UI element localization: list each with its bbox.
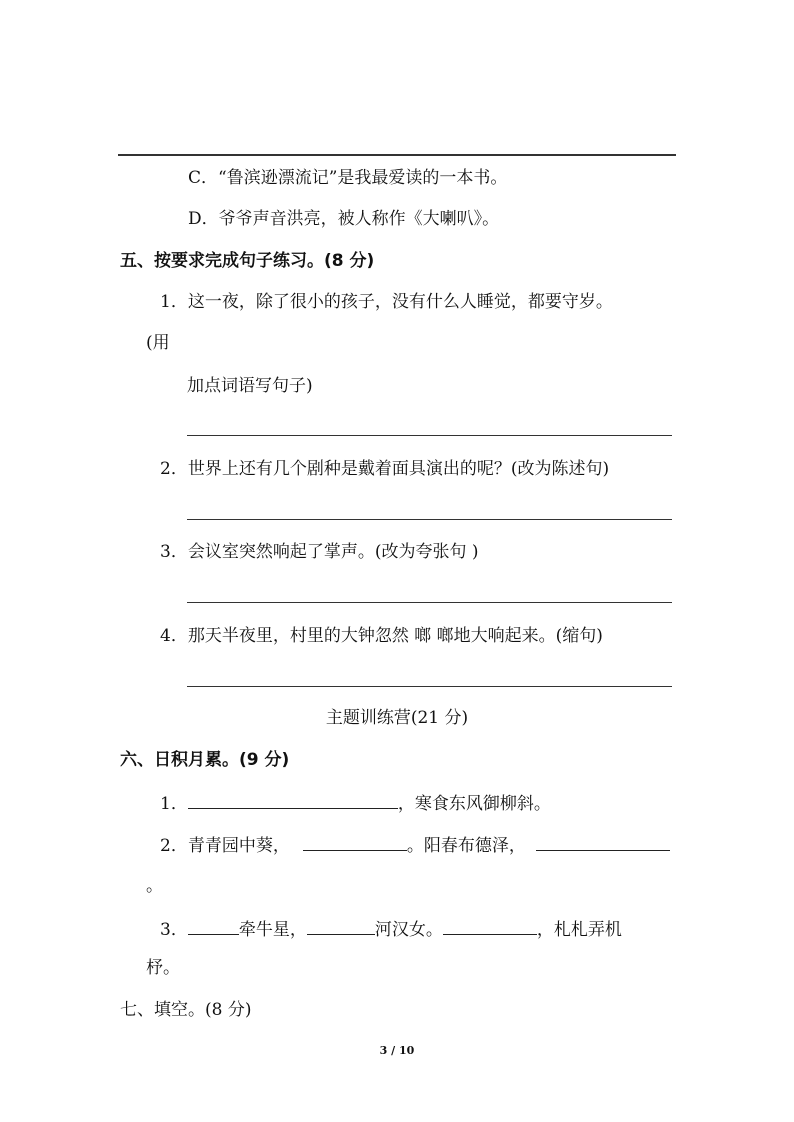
theme-title: 主题训练营(21 分) <box>325 708 469 728</box>
s6-q3-text-b: 河汉女。 <box>374 920 443 940</box>
s6-q1-blank[interactable] <box>188 790 398 809</box>
s5-question-2: 2．世界上还有几个剧种是戴着面具演出的呢？(改为陈述句) <box>160 459 610 479</box>
s5-question-4: 4．那天半夜里，村里的大钟忽然 啷 啷地大响起来。(缩句) <box>160 626 603 646</box>
s6-q1-number: 1． <box>160 794 188 814</box>
option-c: C．“鲁滨逊漂流记”是我最爱读的一本书。 <box>188 168 508 188</box>
s5-q1-hint-a: (用 <box>146 333 170 353</box>
s6-q3-blank-2[interactable] <box>307 916 375 935</box>
s5-question-3: 3．会议室突然响起了掌声。(改为夸张句 ) <box>160 542 479 562</box>
s6-q3-text-a: 牵牛星， <box>238 920 307 940</box>
s6-q2-end: 。 <box>146 876 163 896</box>
top-rule <box>118 154 676 156</box>
s6-q3-blank-3[interactable] <box>443 916 537 935</box>
s5-q4-answer-line[interactable] <box>187 686 672 687</box>
option-d: D．爷爷声音洪亮，被人称作《大喇叭》。 <box>188 209 500 229</box>
section-5-heading: 五、按要求完成句子练习。(8 分) <box>120 251 375 271</box>
s6-q3-blank-1[interactable] <box>188 916 239 935</box>
s5-q1-hint-b: 加点词语写句子) <box>187 376 313 396</box>
s5-question-1: 1．这一夜，除了很小的孩子，没有什么人睡觉，都要守岁。 <box>160 292 613 312</box>
s5-q1-answer-line[interactable] <box>187 435 672 436</box>
s6-q3-number: 3． <box>160 920 188 940</box>
s6-q2-blank-2[interactable] <box>536 832 670 851</box>
s6-q2-text-b: 。阳春布德泽， <box>406 836 526 856</box>
s5-q2-answer-line[interactable] <box>187 519 672 520</box>
s6-q3-end: 杼。 <box>146 958 180 978</box>
s6-q2-number: 2． <box>160 836 188 856</box>
s6-question-1 <box>160 790 551 815</box>
s5-q3-answer-line[interactable] <box>187 602 672 603</box>
section-7-heading: 七、填空。(8 分) <box>120 1000 252 1020</box>
section-6-heading: 六、日积月累。(9 分) <box>120 750 290 770</box>
s6-question-2 <box>160 832 670 857</box>
s6-q2-text-a: 青青园中葵， <box>187 836 290 856</box>
s6-q3-text-c: ，札札弄机 <box>536 920 622 940</box>
s6-q1-text: ，寒食东风御柳斜。 <box>397 794 551 814</box>
page-number: 3 / 10 <box>379 1044 415 1057</box>
s6-q2-blank-1[interactable] <box>303 832 407 851</box>
s6-question-3 <box>160 916 622 941</box>
